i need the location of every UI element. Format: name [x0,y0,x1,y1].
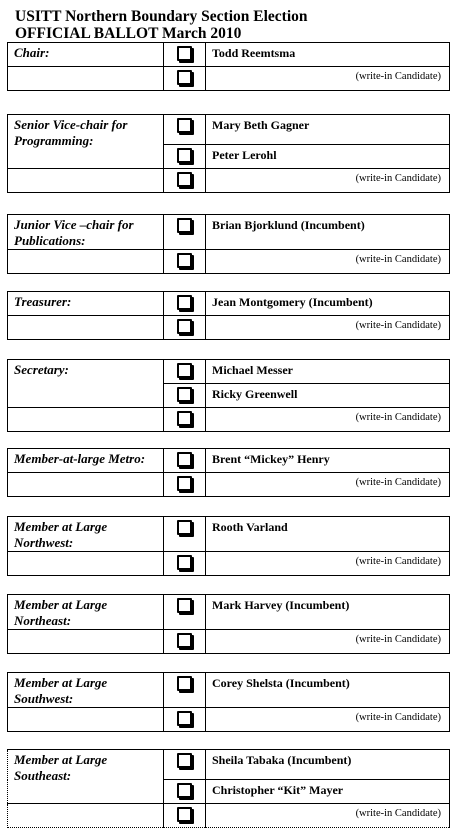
vote-checkbox-cell [164,408,206,432]
office-label: Member at Large Southwest: [8,673,164,708]
checkbox-icon[interactable] [177,46,192,61]
vote-checkbox-cell [164,360,206,384]
vote-checkbox-cell [164,473,206,497]
vote-checkbox-cell [164,250,206,274]
candidate-name: Peter Lerohl [206,145,450,169]
checkbox-icon[interactable] [177,598,192,613]
race-table [7,672,450,732]
candidate-name: Christopher “Kit” Mayer [206,780,450,804]
write-in-field[interactable]: (write-in Candidate) [206,630,450,654]
vote-checkbox-cell [164,780,206,804]
vote-checkbox-cell [164,630,206,654]
office-label: Junior Vice –chair for Publications: [8,215,164,250]
candidate-name: Ricky Greenwell [206,384,450,408]
office-label: Member at Large Southeast: [8,750,164,804]
race-table [7,291,450,340]
write-in-blank [8,804,164,828]
checkbox-icon[interactable] [177,711,192,726]
write-in-field[interactable]: (write-in Candidate) [206,67,450,91]
checkbox-icon[interactable] [177,363,192,378]
checkbox-icon[interactable] [177,387,192,402]
checkbox-icon[interactable] [177,118,192,133]
candidate-name: Brian Bjorklund (Incumbent) [206,215,450,250]
vote-checkbox-cell [164,449,206,473]
office-label: Chair: [8,43,164,67]
checkbox-icon[interactable] [177,520,192,535]
vote-checkbox-cell [164,215,206,250]
vote-checkbox-cell [164,115,206,145]
race-table [7,359,450,432]
vote-checkbox-cell [164,750,206,780]
vote-checkbox-cell [164,292,206,316]
vote-checkbox-cell [164,595,206,630]
race-table [7,448,450,497]
write-in-blank [8,250,164,274]
write-in-blank [8,316,164,340]
vote-checkbox-cell [164,145,206,169]
office-label: Treasurer: [8,292,164,316]
office-label: Member-at-large Metro: [8,449,164,473]
office-label: Secretary: [8,360,164,408]
checkbox-icon[interactable] [177,555,192,570]
checkbox-icon[interactable] [177,148,192,163]
vote-checkbox-cell [164,804,206,828]
checkbox-icon[interactable] [177,70,192,85]
vote-checkbox-cell [164,169,206,193]
ballot-header [15,8,308,42]
checkbox-icon[interactable] [177,452,192,467]
vote-checkbox-cell [164,316,206,340]
checkbox-icon[interactable] [177,807,192,822]
vote-checkbox-cell [164,708,206,732]
candidate-name: Corey Shelsta (Incumbent) [206,673,450,708]
office-label: Senior Vice-chair for Programming: [8,115,164,169]
checkbox-icon[interactable] [177,319,192,334]
write-in-field[interactable]: (write-in Candidate) [206,804,450,828]
checkbox-icon[interactable] [177,172,192,187]
race-table [7,114,450,193]
write-in-field[interactable]: (write-in Candidate) [206,250,450,274]
write-in-blank [8,408,164,432]
race-table [7,42,450,91]
vote-checkbox-cell [164,43,206,67]
office-label: Member at Large Northwest: [8,517,164,552]
checkbox-icon[interactable] [177,295,192,310]
race-table [7,214,450,274]
race-table [7,516,450,576]
write-in-blank [8,552,164,576]
write-in-field[interactable]: (write-in Candidate) [206,473,450,497]
write-in-blank [8,67,164,91]
candidate-name: Jean Montgomery (Incumbent) [206,292,450,316]
write-in-blank [8,708,164,732]
write-in-blank [8,630,164,654]
checkbox-icon[interactable] [177,253,192,268]
write-in-field[interactable]: (write-in Candidate) [206,708,450,732]
candidate-name: Sheila Tabaka (Incumbent) [206,750,450,780]
checkbox-icon[interactable] [177,753,192,768]
write-in-field[interactable]: (write-in Candidate) [206,552,450,576]
checkbox-icon[interactable] [177,476,192,491]
race-table [7,594,450,654]
race-table [7,749,450,828]
write-in-field[interactable]: (write-in Candidate) [206,408,450,432]
vote-checkbox-cell [164,517,206,552]
vote-checkbox-cell [164,552,206,576]
ballot-title: USITT Northern Boundary Section Election [15,8,308,25]
checkbox-icon[interactable] [177,783,192,798]
vote-checkbox-cell [164,67,206,91]
write-in-blank [8,169,164,193]
candidate-name: Brent “Mickey” Henry [206,449,450,473]
candidate-name: Michael Messer [206,360,450,384]
vote-checkbox-cell [164,673,206,708]
candidate-name: Todd Reemtsma [206,43,450,67]
candidate-name: Mark Harvey (Incumbent) [206,595,450,630]
write-in-blank [8,473,164,497]
candidate-name: Rooth Varland [206,517,450,552]
checkbox-icon[interactable] [177,411,192,426]
checkbox-icon[interactable] [177,633,192,648]
vote-checkbox-cell [164,384,206,408]
write-in-field[interactable]: (write-in Candidate) [206,169,450,193]
checkbox-icon[interactable] [177,676,192,691]
candidate-name: Mary Beth Gagner [206,115,450,145]
checkbox-icon[interactable] [177,218,192,233]
ballot-subtitle: OFFICIAL BALLOT March 2010 [15,25,242,42]
write-in-field[interactable]: (write-in Candidate) [206,316,450,340]
office-label: Member at Large Northeast: [8,595,164,630]
